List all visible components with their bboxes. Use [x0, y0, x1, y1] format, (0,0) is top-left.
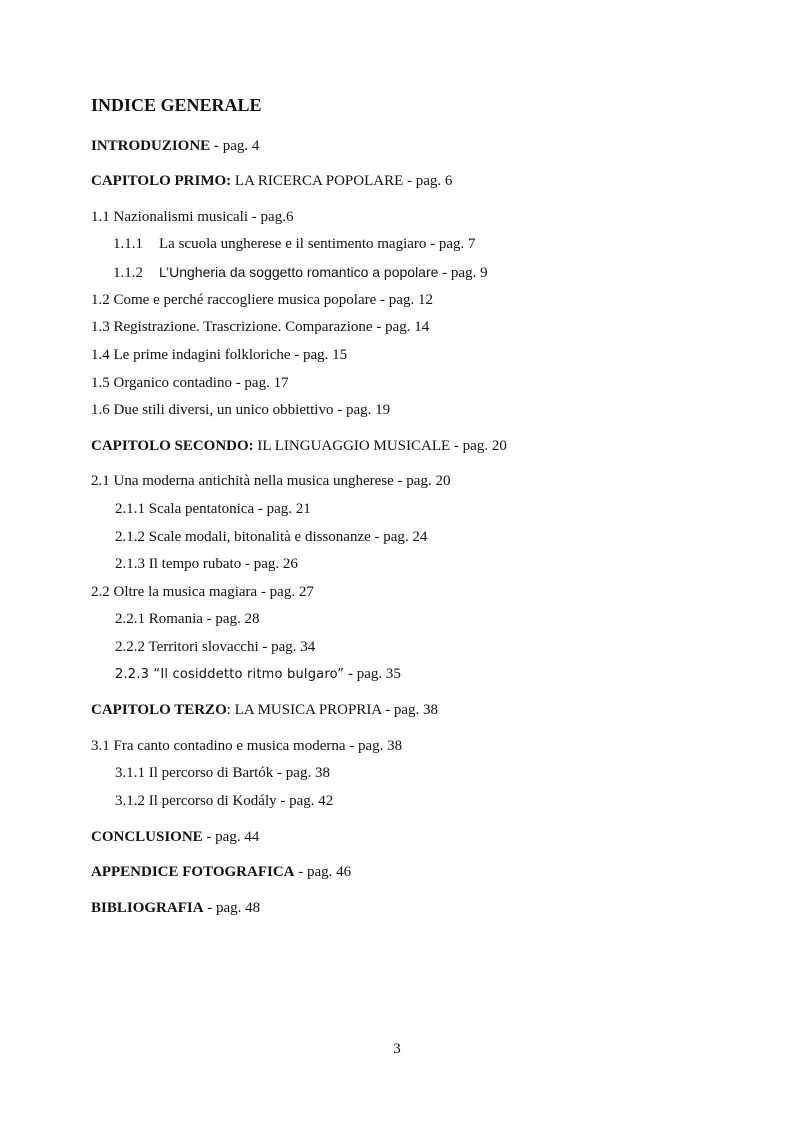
toc-entry-number: 1.1.1 — [113, 236, 143, 252]
toc-entry — [113, 235, 476, 253]
toc-heading: CONCLUSIONE — [91, 829, 203, 845]
toc-entry — [115, 610, 260, 628]
toc-entry — [115, 764, 330, 782]
toc-page-ref: - pag. 46 — [294, 864, 352, 880]
toc-entry-text: 1.4 Le prime indagini folkloriche - pag. 15 — [91, 347, 348, 363]
toc-entry-text: 2.2.3 “Il cosiddetto ritmo bulgaro” — [115, 667, 345, 682]
toc-entry-text: 1.2 Come e perché raccogliere musica popolare - pag. 12 — [91, 292, 433, 308]
toc-entry-conclusione — [91, 828, 259, 846]
toc-entry-text: 1.6 Due stili diversi, un unico obbiettivo - pag. 19 — [91, 402, 391, 418]
toc-heading: INTRODUZIONE - — [91, 138, 219, 154]
toc-entry — [91, 346, 347, 364]
toc-entry-capitolo-terzo — [91, 701, 438, 719]
page-title: INDICE GENERALE — [91, 95, 262, 115]
toc-page-ref: - pag. 48 — [203, 900, 261, 916]
toc-page-ref: : LA MUSICA PROPRIA - pag. 38 — [226, 702, 439, 718]
toc-entry-capitolo-primo — [91, 172, 452, 190]
toc-heading: APPENDICE FOTOGRAFICA — [91, 864, 295, 880]
toc-entry — [115, 665, 401, 684]
toc-entry-text: 2.1 Una moderna antichità nella musica ungherese - pag. 20 — [91, 473, 451, 489]
toc-page-ref: IL LINGUAGGIO MUSICALE - pag. 20 — [253, 438, 507, 454]
toc-entry — [115, 638, 315, 656]
toc-heading: CAPITOLO SECONDO: — [91, 438, 254, 454]
toc-entry — [115, 792, 333, 810]
toc-entry-text: La scuola ungherese e il sentimento magiaro - pag. 7 — [159, 236, 476, 252]
toc-entry — [115, 500, 311, 518]
toc-entry — [91, 291, 433, 309]
toc-heading: CAPITOLO TERZO — [91, 702, 227, 718]
toc-entry-text: 3.1.1 Il percorso di Bartók - pag. 38 — [115, 765, 330, 781]
toc-entry — [113, 263, 488, 282]
toc-entry — [91, 472, 450, 490]
toc-heading: CAPITOLO PRIMO: — [91, 173, 232, 189]
toc-entry-text: 2.2.2 Territori slovacchi - pag. 34 — [115, 639, 316, 655]
toc-entry-text: 3.1.2 Il percorso di Kodály - pag. 42 — [115, 793, 334, 809]
toc-entry-text: 3.1 Fra canto contadino e musica moderna - pag. 38 — [91, 738, 403, 754]
page-number: 3 — [393, 1041, 401, 1057]
toc-page-ref: - pag. 35 — [344, 666, 401, 682]
toc-entry — [115, 555, 298, 573]
toc-entry — [91, 583, 314, 601]
toc-entry-capitolo-secondo — [91, 437, 507, 455]
toc-entry-bibliografia — [91, 899, 260, 917]
toc-heading: BIBLIOGRAFIA — [91, 900, 204, 916]
toc-entry-text: 2.1.3 Il tempo rubato - pag. 26 — [115, 556, 298, 572]
toc-entry-text: 2.2 Oltre la musica magiara - pag. 27 — [91, 584, 314, 600]
toc-entry-text: L’Ungheria da soggetto romantico a popolare — [159, 264, 439, 280]
toc-entry-text: 1.5 Organico contadino - pag. 17 — [91, 375, 289, 391]
toc-entry — [91, 401, 390, 419]
toc-entry — [91, 737, 402, 755]
toc-entry — [91, 208, 293, 226]
toc-entry-text: 2.2.1 Romania - pag. 28 — [115, 611, 260, 627]
toc-entry-appendice — [91, 863, 351, 881]
toc-entry — [115, 528, 427, 546]
toc-entry-text: 2.1.1 Scala pentatonica - pag. 21 — [115, 501, 311, 517]
toc-entry-introduzione — [91, 137, 259, 155]
toc-entry-text: 1.1 Nazionalismi musicali - pag.6 — [91, 209, 294, 225]
toc-page-ref: pag. 4 — [218, 138, 260, 154]
toc-entry — [91, 374, 289, 392]
toc-page-ref: LA RICERCA POPOLARE - pag. 6 — [231, 173, 453, 189]
toc-entry-text: 1.3 Registrazione. Trascrizione. Comparazione - pag. 14 — [91, 319, 430, 335]
toc-page-ref: - pag. 9 — [438, 265, 488, 281]
toc-entry — [91, 318, 429, 336]
toc-entry-number: 1.1.2 — [113, 265, 143, 281]
toc-page-ref: - pag. 44 — [202, 829, 260, 845]
toc-entry-text: 2.1.2 Scale modali, bitonalità e dissonanze - pag. 24 — [115, 529, 428, 545]
